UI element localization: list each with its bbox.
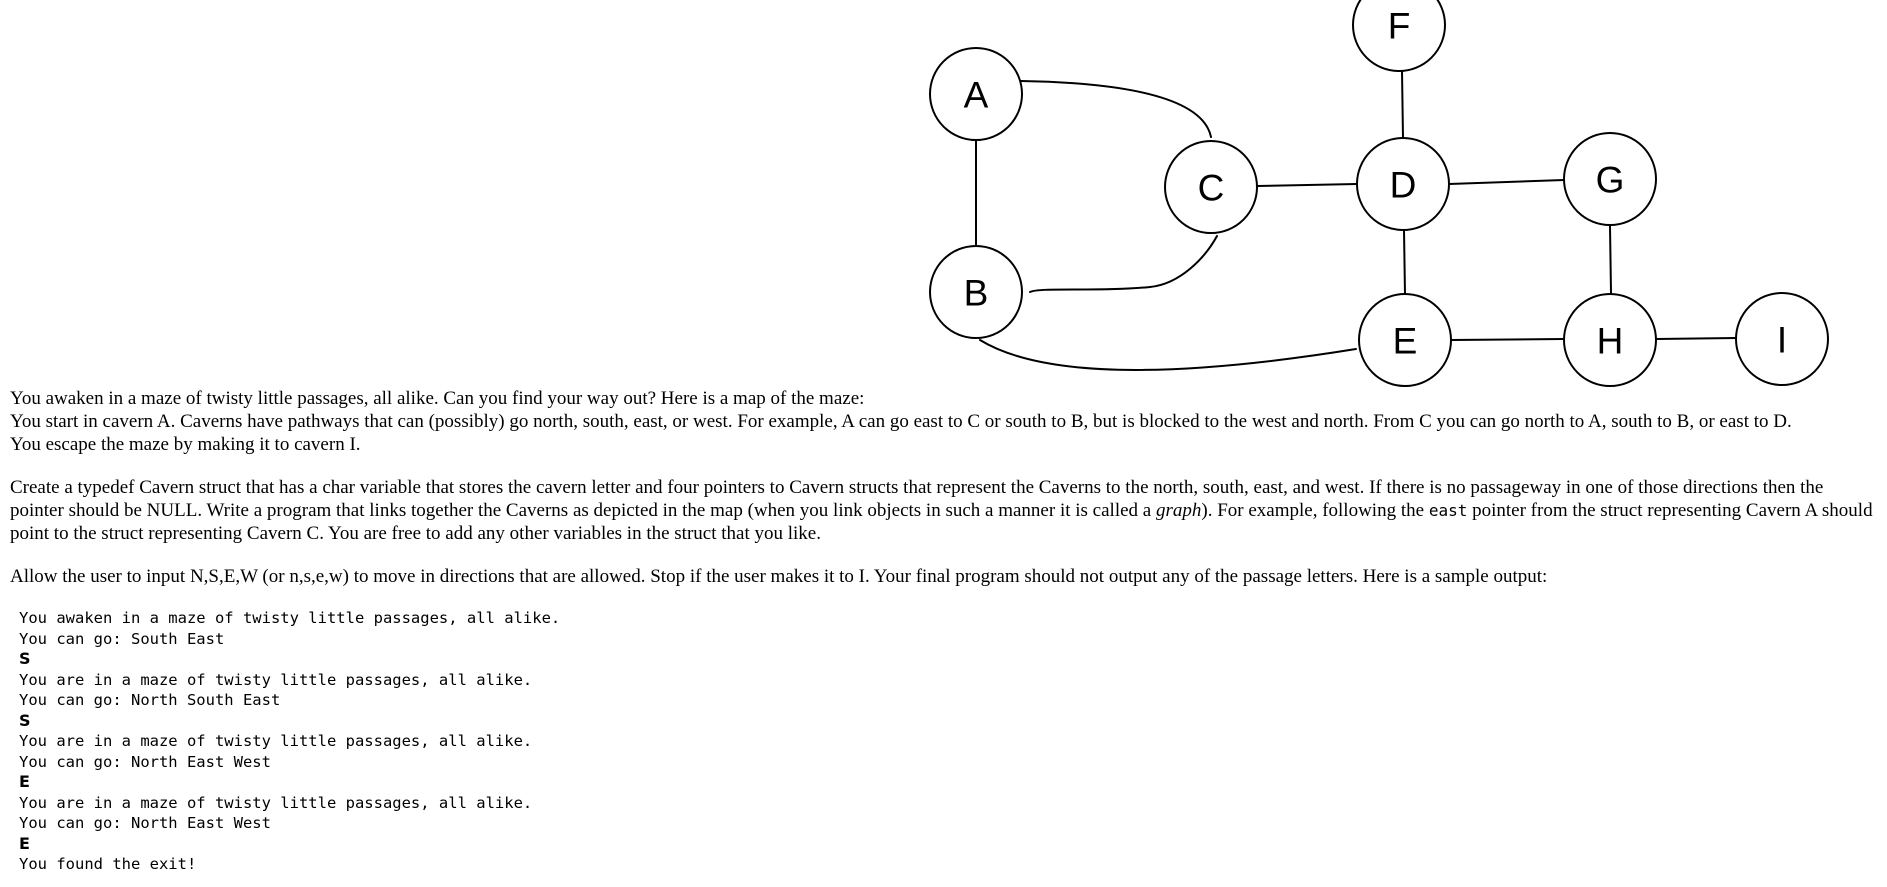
cavern-label-g: G: [1595, 159, 1625, 201]
sample-output-line: You can go: South East: [19, 629, 225, 648]
sample-output-line: You are in a maze of twisty little passages, all alike.: [19, 732, 533, 750]
cavern-label-e: E: [1392, 320, 1418, 362]
input-instructions: Allow the user to input N,S,E,W (or n,s,e,w) to move in directions that are allowed. Stop if the user makes it to I. Your final program should not output any of the passage letters. Here is a sample output:: [10, 566, 1548, 587]
sample-output-line: You can go: North East West: [19, 814, 271, 832]
task-text-part-1: Create a typedef Cavern struct that has a char variable that stores the cavern letter and four pointers to Cavern structs that represent the Caverns to the north, south, east, and west. If there is no passageway in one of those directions then the pointer should be NULL. Write a program that links together the Caverns as depicted in the map (when you link objects in such a manner it is called a: [10, 477, 1824, 521]
cavern-node-a: [930, 48, 1022, 140]
input-instructions-section: [10, 565, 1880, 588]
cavern-node-c: [1165, 141, 1257, 233]
sample-output-line: You are in a maze of twisty little passages, all alike.: [19, 793, 533, 812]
edge-c-d: [1257, 184, 1357, 186]
task-text-part-3: pointer from the struct representing Cavern A should point to the struct representing Cavern C. You are free to add any other variables in the struct that you like.: [10, 500, 1873, 544]
cavern-label-f: F: [1387, 5, 1411, 47]
edge-b-c: [1030, 236, 1217, 292]
graph-term: graph: [1155, 500, 1202, 521]
edge-d-g: [1449, 180, 1564, 184]
cavern-node-e: [1359, 294, 1451, 386]
cavern-label-a: A: [963, 74, 989, 116]
cavern-label-b: B: [963, 272, 989, 314]
cavern-label-h: H: [1596, 320, 1624, 362]
task-paragraph: [10, 476, 1880, 545]
sample-output-block: [19, 608, 719, 875]
sample-user-input: E: [19, 833, 30, 853]
cavern-node-g: [1564, 133, 1656, 225]
intro-line-2: You start in cavern A. Caverns have pathways that can (possibly) go north, south, east, or west. For example, A can go east to C or south to B, but is blocked to the west and north. From C you can go north to A, south to B, or east to D.: [10, 411, 1792, 432]
edge-g-h: [1610, 226, 1611, 293]
edge-b-e: [980, 340, 1356, 370]
sample-user-input: S: [19, 649, 31, 668]
edge-e-h: [1451, 339, 1564, 340]
task-text-part-2: ). For example, following the: [1201, 500, 1429, 521]
sample-output-line: You awaken in a maze of twisty little passages, all alike.: [19, 609, 561, 627]
sample-output-line: You can go: North East West: [19, 752, 271, 771]
cavern-node-i: [1736, 293, 1828, 385]
cavern-node-f: [1353, 0, 1445, 71]
maze-map-diagram: [0, 0, 1887, 395]
intro-section: [10, 387, 1880, 456]
sample-user-input: E: [19, 772, 30, 791]
cavern-label-c: C: [1197, 167, 1225, 209]
edge-h-i: [1656, 338, 1737, 339]
cavern-label-i: I: [1776, 319, 1788, 361]
cavern-node-h: [1564, 294, 1656, 386]
edge-d-f: [1402, 71, 1403, 138]
edge-d-e: [1404, 230, 1405, 295]
sample-output-line: You found the exit!: [19, 855, 197, 873]
sample-output-line: You are in a maze of twisty little passages, all alike.: [19, 670, 533, 689]
sample-output-line: You can go: North South East: [19, 691, 281, 709]
sample-user-input: S: [19, 710, 31, 730]
edge-a-c: [1021, 81, 1211, 137]
east-pointer-code: east: [1428, 501, 1468, 520]
intro-line-1: You awaken in a maze of twisty little passages, all alike. Can you find your way out? Here is a map of the maze:: [10, 388, 865, 409]
cavern-node-b: [930, 246, 1022, 338]
cavern-label-d: D: [1389, 164, 1417, 206]
maze-nodes: [930, 0, 1828, 386]
intro-line-3: You escape the maze by making it to cavern I.: [10, 434, 361, 455]
cavern-node-d: [1357, 138, 1449, 230]
task-section: [10, 476, 1880, 545]
